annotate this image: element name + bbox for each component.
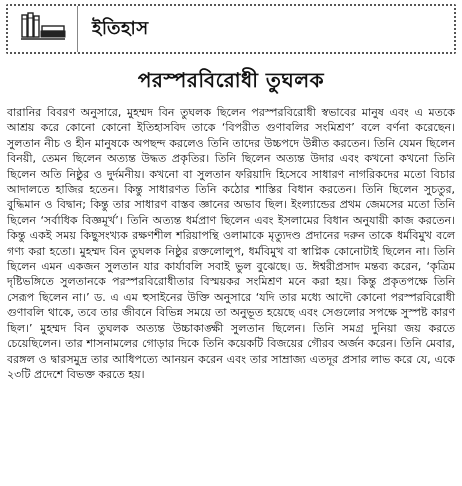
books-icon	[20, 12, 66, 46]
section-header-title: ইতিহাস	[92, 17, 149, 39]
header-icon-box	[8, 6, 78, 52]
article-title: পরস্পরবিরোধী তুঘলক	[137, 68, 325, 92]
article-body: বারানির বিবরণ অনুসারে, মুহম্মদ বিন তুঘলক ছিলেন পরস্পরবিরোধী স্বভাবের মানুষ এবং এ মতকে আশ্রয় করে কোনো কোনো ইতিহাসবিদ তাকে ‘বিপরীত গুণাবলির সংমিশ্রণ’ বলে বর্ণনা করেছেন। সুলতান নীচ ও হীন মানুষকে অপছন্দ করলেও তিনি তাদের উচ্চপদে উন্নীত করতেন। তিনি যেমন ছিলেন বিনয়ী, তেমন ছিলেন অত্যন্ত উদ্ধত প্রকৃতির। তিনি ছিলেন অত্যন্ত উদার এবং কখনো কখনো তিনি ছিলেন অতি নিষ্ঠুর ও দুর্দমনীয়। কখনো বা সুলতান ফরিয়াদি হিসেবে সাধারণ নাগরিকদের মতো বিচার আদালতে হাজির হতেন। কিন্তু সাধারণত তিনি কঠোর শাস্তির বিধান করতেন। তিনি ছিলেন সুচতুর, বুদ্ধিমান ও বিদ্বান; কিন্তু তার সাধারণ বাস্তব জ্ঞানের অভাব ছিল। ইংল্যান্ডের প্রথম জেমসের মতো তিনি ছিলেন ‘সর্বাধিক বিজ্ঞমূর্খ’। তিনি অত্যন্ত ধর্মপ্রাণ ছিলেন এবং ইসলামের বিধান অনুযায়ী কাজ করতেন। কিন্তু একই সময় কিছুসংখ্যক রক্ষণশীল শরিয়াপন্থি ওলামাকে মৃত্যুদণ্ড প্রদানের দরুন তাকে ধর্মবিমুখ বলে গণ্য করা হতো। মুহম্মদ বিন তুঘলক নিষ্ঠুর রক্তলোলুপ, ধর্মবিমুখ বা স্বাপ্নিক কোনোটাই ছিলেন না। তিনি ছিলেন এমন একজন সুলতান যার কার্যাবলি সবাই ভুল বুঝেছে। ড. ঈশ্বরীপ্রসাদ মন্তব্য করেন, ‘কৃত্রিম দৃষ্টিভঙ্গিতে সুলতানকে পরস্পরবিরোধীতার বিস্ময়কর সংমিশ্রণ মনে করা হয়। কিন্তু প্রকৃতপক্ষে তিনি সেরূপ ছিলেন না।’ ড. এ এম হুসাইনের উক্তি অনুসারে ‘যদি তার মধ্যে আদৌ কোনো পরস্পরবিরোধী গুণাবলি থাকে, তবে তার জীবনে বিভিন্ন সময়ে তা অনুভূত হয়েছে এবং সেগুলোর সপক্ষে সুস্পষ্ট কারণ ছিল।’ মুহম্মদ বিন তুঘলক অত্যন্ত উচ্চাকাঙ্ক্ষী সুলতান ছিলেন। তিনি সমগ্র দুনিয়া জয় করতে চেয়েছিলেন। তার শাসনামলের গোড়ার দিকে তিনি কয়েকটি বিজয়ের গৌরব অর্জন করেন। তিনি মেবার, বরঙ্গল ও দ্বারসমুদ্র তার আধিপত্যে আনয়ন করেন এবং তার সাম্রাজ্য এতদূর প্রসার লাভ করে যে, একে ২৩টি প্রদেশে বিভক্ত করতে হয়।	[7, 106, 455, 381]
section-header	[6, 4, 456, 54]
